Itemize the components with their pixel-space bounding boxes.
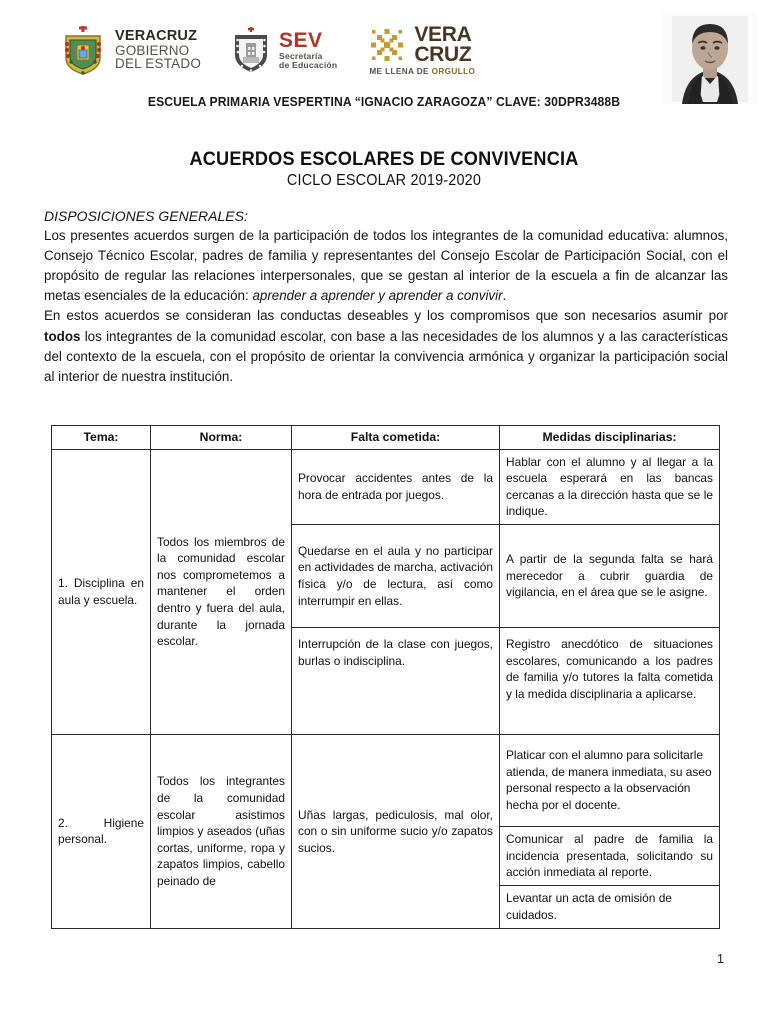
cell-medida-2-3: Levantar un acta de omisión de cuidados. [500,885,720,928]
general-provisions-section [44,206,728,387]
agreements-table [51,425,720,929]
table-row [52,734,720,826]
ignacio-zaragoza-portrait [662,12,758,104]
veracruz-gobierno-wordmark [115,29,201,71]
table-row [52,449,720,524]
cell-falta-1-3: Interrupción de la clase con juegos, burlas o indisciplina. [292,627,500,734]
paragraph-2-text-a: En estos acuerdos se consideran las conductas deseables y los compromisos que son necesarios asumir por [44,308,728,324]
general-provisions-heading: DISPOSICIONES GENERALES: [44,208,248,224]
paragraph-2-bold-word: todos [44,328,81,344]
cell-norma-2: Todos los integrantes de la comunidad escolar asistimos limpios y aseados (uñas cortas, uniforme, ropa y zapatos limpios, cabello peinado de [151,734,292,928]
veracruz-orgullo-logo [367,25,475,76]
cell-falta-1-1: Provocar accidentes antes de la hora de entrada por juegos. [292,449,500,524]
orgullo-line-cruz: CRUZ [414,42,472,66]
logo-row [60,14,660,86]
cell-medida-1-2: A partir de la segunda falta se hará merecedor a cubrir guardia de vigilancia, en el área que se le asigne. [500,524,720,627]
paragraph-1-italic-phrase: aprender a aprender y aprender a convivir [252,288,503,304]
page-title: ACUERDOS ESCOLARES DE CONVIVENCIA [189,148,579,170]
veracruz-coat-of-arms-icon [60,24,106,76]
logo-line-veracruz: VERACRUZ [115,27,198,44]
orgullo-tagline [369,67,475,76]
cell-medida-2-1: Platicar con el alumno para solicitarle atienda, de manera inmediata, su aseo personal respecto a la observación hecha por el docente. [500,734,720,826]
logo-line-del-estado: DEL ESTADO [115,56,202,72]
orgullo-line-vera: VERA [414,23,472,47]
sev-acronym: SEV [279,28,323,52]
sev-shield-icon [231,26,271,74]
sev-logo [231,26,337,74]
table-header-row [52,426,720,450]
orgullo-tagline-pre: ME LLENA DE [369,66,432,76]
document-header [0,0,768,132]
cell-norma-1: Todos los miembros de la comunidad escolar nos comprometemos a mantener el orden dentro y fuera del aula, durante la jornada escolar. [151,449,292,734]
general-provisions-paragraph-2 [44,306,728,386]
page-number: 1 [717,952,724,966]
ornament-icon [367,25,407,65]
sev-wordmark [279,30,337,70]
cell-medida-2-2: Comunicar al padre de familia la incidencia presentada, solicitando su acción inmediata al reporte. [500,826,720,885]
veracruz-gobierno-logo [60,24,201,76]
sev-line-educacion: de Educación [279,60,338,71]
cell-falta-1-2: Quedarse en el aula y no participar en actividades de marcha, activación física y/o de lectura, así como interrumpir en ellas. [292,524,500,627]
sev-line-secretaria: Secretaría [279,51,323,61]
column-header-norma: Norma: [151,426,292,450]
column-header-tema: Tema: [52,426,151,450]
paragraph-2-text-b: los integrantes de la comunidad escolar, con base a las necesidades de los alumnos y a las características del contexto de la escuela, con el propósito de orientar la convivencia armónica y organizar la participación social al interior de nuestra institución. [44,328,728,384]
orgullo-tagline-bold: ORGULLO [431,66,476,76]
page-subtitle: CICLO ESCOLAR 2019-2020 [286,172,482,189]
paragraph-1-text-a: Los presentes acuerdos surgen de la participación de todos los integrantes de la comunidad educativa: alumnos, Consejo Técnico Escolar, padres de familia y representantes del Consejo Escolar de Participación Social, con el propósito de regular las relaciones interpersonales, que se gestan al interior de la escuela a fin de alcanzar las metas esenciales de la educación: [44,228,728,304]
cell-tema-2: 2. Higiene personal. [52,734,151,928]
cell-medida-1-3: Registro anecdótico de situaciones escolares, comunicando a los padres de familia y/o tutores la falta cometida y la medida disciplinaria a aplicarse. [500,627,720,734]
school-name-line: ESCUELA PRIMARIA VESPERTINA “IGNACIO ZARAGOZA” CLAVE: 30DPR3488B [147,94,621,109]
cell-medida-1-1: Hablar con el alumno y al llegar a la escuela esperará en las bancas cercanas a la dirección hasta que se le indique. [500,449,720,524]
general-provisions-paragraph-1 [44,226,728,306]
orgullo-wordmark [414,25,471,64]
cell-tema-1: 1. Disciplina en aula y escuela. [52,449,151,734]
orgullo-top-row [367,25,471,65]
logo-line-gobierno: GOBIERNO [115,42,190,58]
paragraph-1-text-end: . [502,288,507,304]
column-header-medidas: Medidas disciplinarias: [500,426,720,450]
cell-falta-2-1: Uñas largas, pediculosis, mal olor, con o sin uniforme sucio y/o zapatos sucios. [292,734,500,928]
column-header-falta: Falta cometida: [292,426,500,450]
